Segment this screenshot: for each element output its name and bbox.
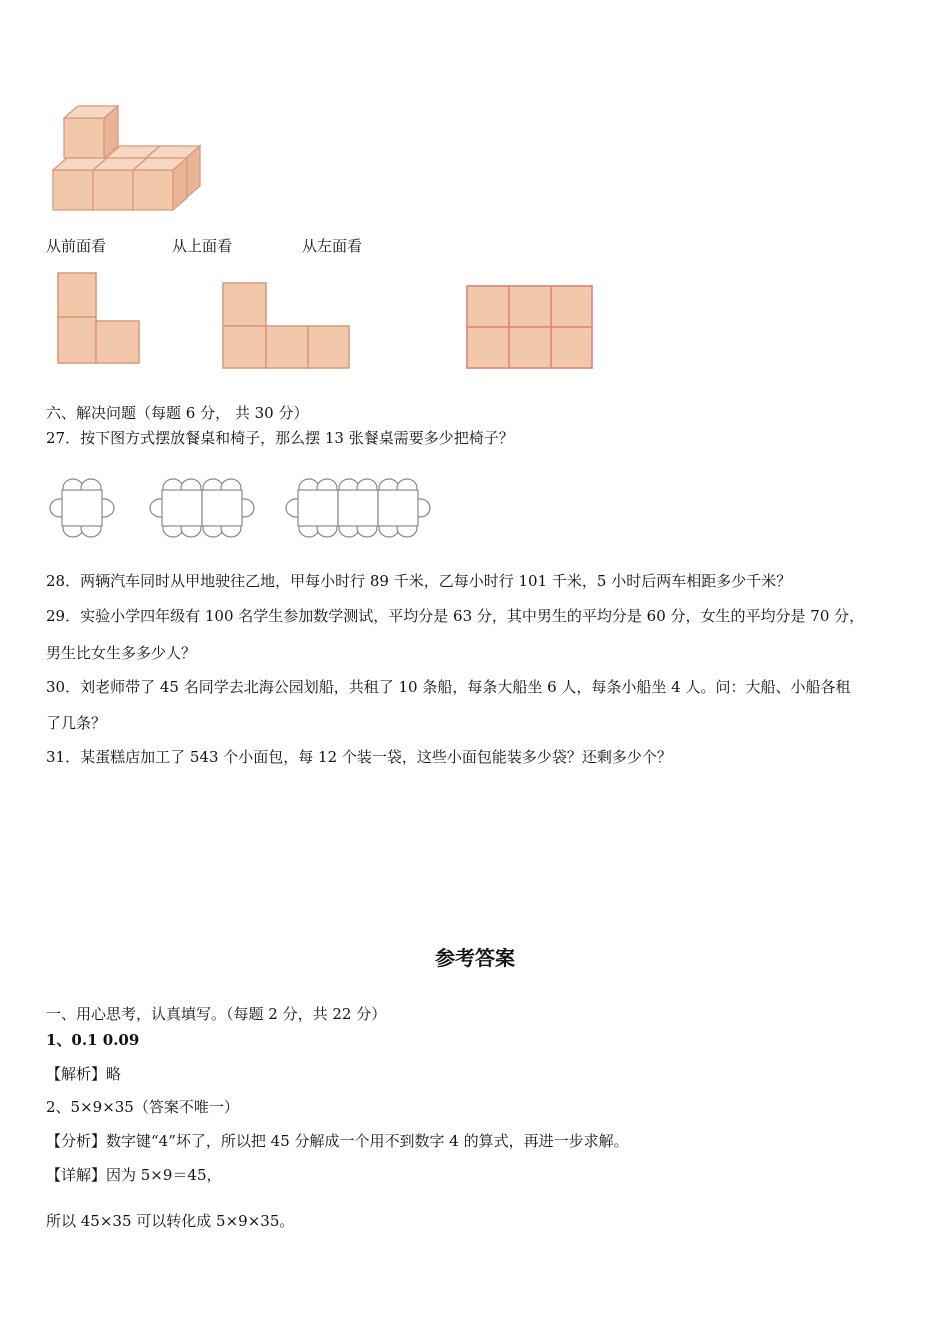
dining-table [62, 490, 102, 526]
dining-table [202, 490, 242, 526]
view-label-front: 从前面看 [46, 237, 107, 255]
dining-table [298, 490, 338, 526]
cube-face [64, 118, 104, 158]
cube-face [93, 170, 133, 210]
answers-title: 参考答案 [435, 946, 515, 970]
answer-2-detail: 【详解】因为 5×9＝45， [46, 1166, 222, 1184]
answer-2-conclusion: 所以 45×35 可以转化成 5×9×35。 [46, 1212, 295, 1230]
answers-section1-heading: 一、用心思考，认真填写。（每题 2 分，共 22 分） [46, 1005, 387, 1023]
cube-face [53, 170, 93, 210]
answer-2: 2、5×9×35（答案不唯一） [46, 1098, 239, 1116]
tables-chairs-figure [44, 474, 444, 544]
question-30-line2: 了几条？ [46, 714, 107, 732]
question-31: 31．某蛋糕店加工了 543 个小面包，每 12 个装一袋，这些小面包能装多少袋？还剩多少个？ [46, 748, 672, 766]
section6-heading: 六、解决问题（每题 6 分， 共 30 分） [46, 404, 309, 422]
question-27: 27．按下图方式摆放餐桌和椅子，那么摆 13 张餐桌需要多少把椅子？ [46, 429, 514, 447]
question-28: 28．两辆汽车同时从甲地驶往乙地，甲每小时行 89 千米，乙每小时行 101 千米，5 小时后两车相距多少千米？ [46, 572, 792, 590]
top-view-square [266, 326, 308, 368]
cube-stack-figure [50, 100, 210, 220]
left-view-figure [464, 283, 604, 373]
answer-1: 1、0.1 0.09 [46, 1031, 140, 1049]
question-29-line1: 29．实验小学四年级有 100 名学生参加数学测试，平均分是 63 分，其中男生的平均分是 60 分，女生的平均分是 70 分， [46, 607, 865, 625]
dining-table [378, 490, 418, 526]
top-view-square [223, 283, 266, 326]
top-view-square [308, 326, 349, 368]
view-label-left: 从左面看 [302, 237, 363, 255]
top-view-figure [220, 280, 360, 380]
question-29-line2: 男生比女生多多少人？ [46, 644, 197, 662]
question-30-line1: 30．刘老师带了 45 名同学去北海公园划船，共租了 10 条船，每条大船坐 6 人，每条小船坐 4 人。问：大船、小船各租 [46, 678, 851, 696]
cube-face [133, 170, 173, 210]
front-view-square [58, 317, 96, 363]
answer-1-analysis: 【解析】略 [46, 1065, 122, 1083]
dining-table [338, 490, 378, 526]
dining-table [162, 490, 202, 526]
top-view-square [223, 326, 266, 368]
view-label-top: 从上面看 [172, 237, 233, 255]
front-view-square [58, 273, 96, 317]
front-view-square [96, 321, 139, 363]
front-view-figure [55, 270, 145, 370]
answer-2-analysis: 【分析】数字键“4”坏了，所以把 45 分解成一个用不到数字 4 的算式，再进一步求解。 [46, 1132, 629, 1150]
